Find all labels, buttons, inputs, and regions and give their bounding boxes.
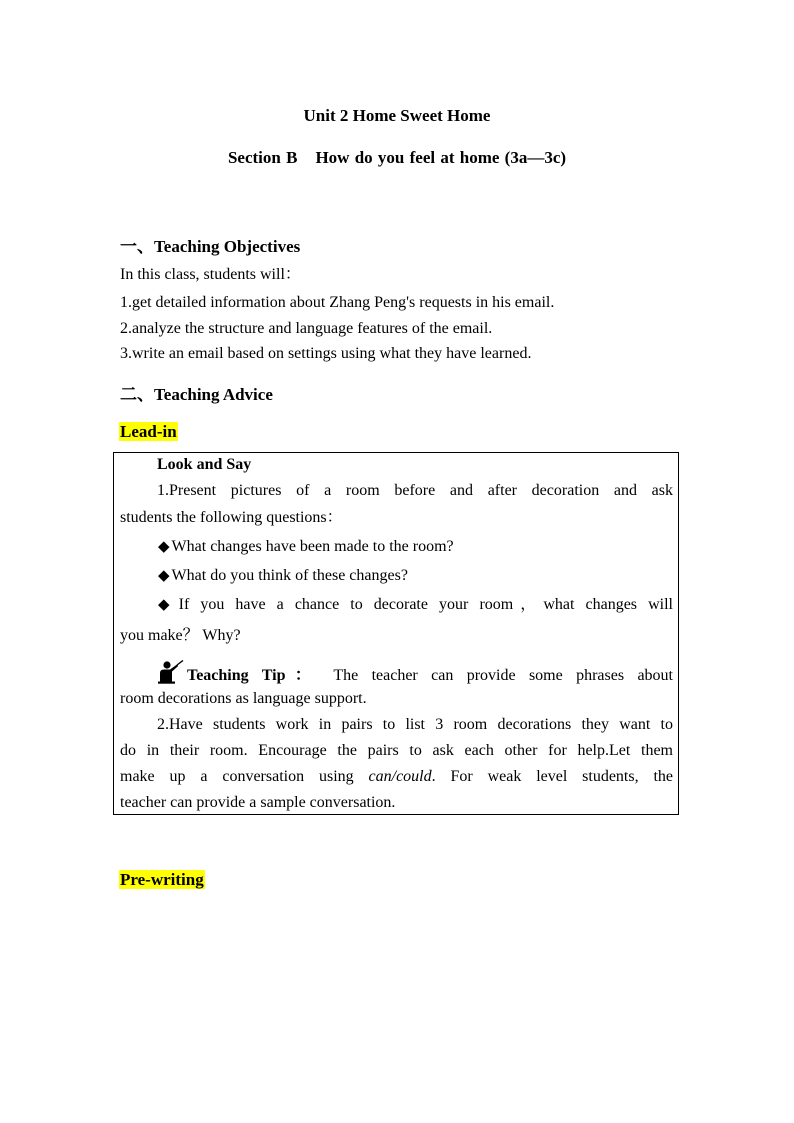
- question-text: If you have a chance to decorate your room，what changes will: [178, 596, 673, 613]
- step2-line1: 2.Have students work in pairs to list 3 room decorations they want to: [157, 716, 673, 733]
- pre-writing-label: [119, 870, 205, 890]
- tip-text: The teacher can provide some phrases about: [333, 667, 673, 684]
- page-title: Unit 2 Home Sweet Home: [303, 106, 491, 125]
- section-label: Section B: [227, 148, 298, 167]
- teacher-pointer-icon: [158, 660, 184, 684]
- diamond-bullet-icon: ◆: [158, 597, 177, 613]
- section-title: How do you feel at home (3a—3c): [315, 148, 567, 167]
- step1-line1: 1.Present pictures of a room before and after decoration and ask: [157, 482, 673, 499]
- objectives-intro: In this class, students will：: [120, 266, 301, 283]
- question-item: [158, 537, 454, 557]
- question-continuation: you make？ Why?: [120, 627, 241, 644]
- objective-item: 3.write an email based on settings using what they have learned.: [120, 345, 532, 362]
- step2-line2: do in their room. Encourage the pairs to ask each other for help.Let them: [120, 742, 673, 759]
- diamond-bullet-icon: ◆: [158, 568, 170, 584]
- teaching-tip: [120, 660, 673, 686]
- question-text: What do you think of these changes?: [171, 567, 408, 584]
- box-title: Look and Say: [157, 456, 252, 473]
- tip-label: Teaching Tip：: [187, 667, 321, 684]
- diamond-bullet-icon: ◆: [158, 539, 170, 555]
- step2-text-end: . For weak level students, the: [431, 768, 674, 785]
- question-text: What changes have been made to the room?: [171, 538, 454, 555]
- pre-writing-highlight: Pre-writing: [120, 870, 204, 889]
- objective-item: 2.analyze the structure and language features of the email.: [120, 320, 493, 337]
- step2-text: make up a conversation using: [120, 768, 354, 785]
- step1-line2: students the following questions：: [120, 509, 343, 526]
- step2-line3: [120, 767, 673, 787]
- question-item: [158, 566, 408, 586]
- lead-in-label: [119, 422, 178, 442]
- modal-verbs: can/could: [368, 768, 432, 785]
- objectives-heading: 一、Teaching Objectives: [120, 237, 301, 256]
- step2-line4: teacher can provide a sample conversation.: [120, 794, 396, 811]
- tip-line2: room decorations as language support.: [120, 690, 367, 707]
- advice-heading: 二、Teaching Advice: [120, 385, 273, 404]
- question-item: [120, 595, 673, 615]
- section-subtitle: [0, 148, 794, 168]
- objective-item: 1.get detailed information about Zhang Peng's requests in his email.: [120, 294, 555, 311]
- lead-in-highlight: Lead-in: [120, 422, 177, 441]
- lead-in-box: [113, 452, 679, 815]
